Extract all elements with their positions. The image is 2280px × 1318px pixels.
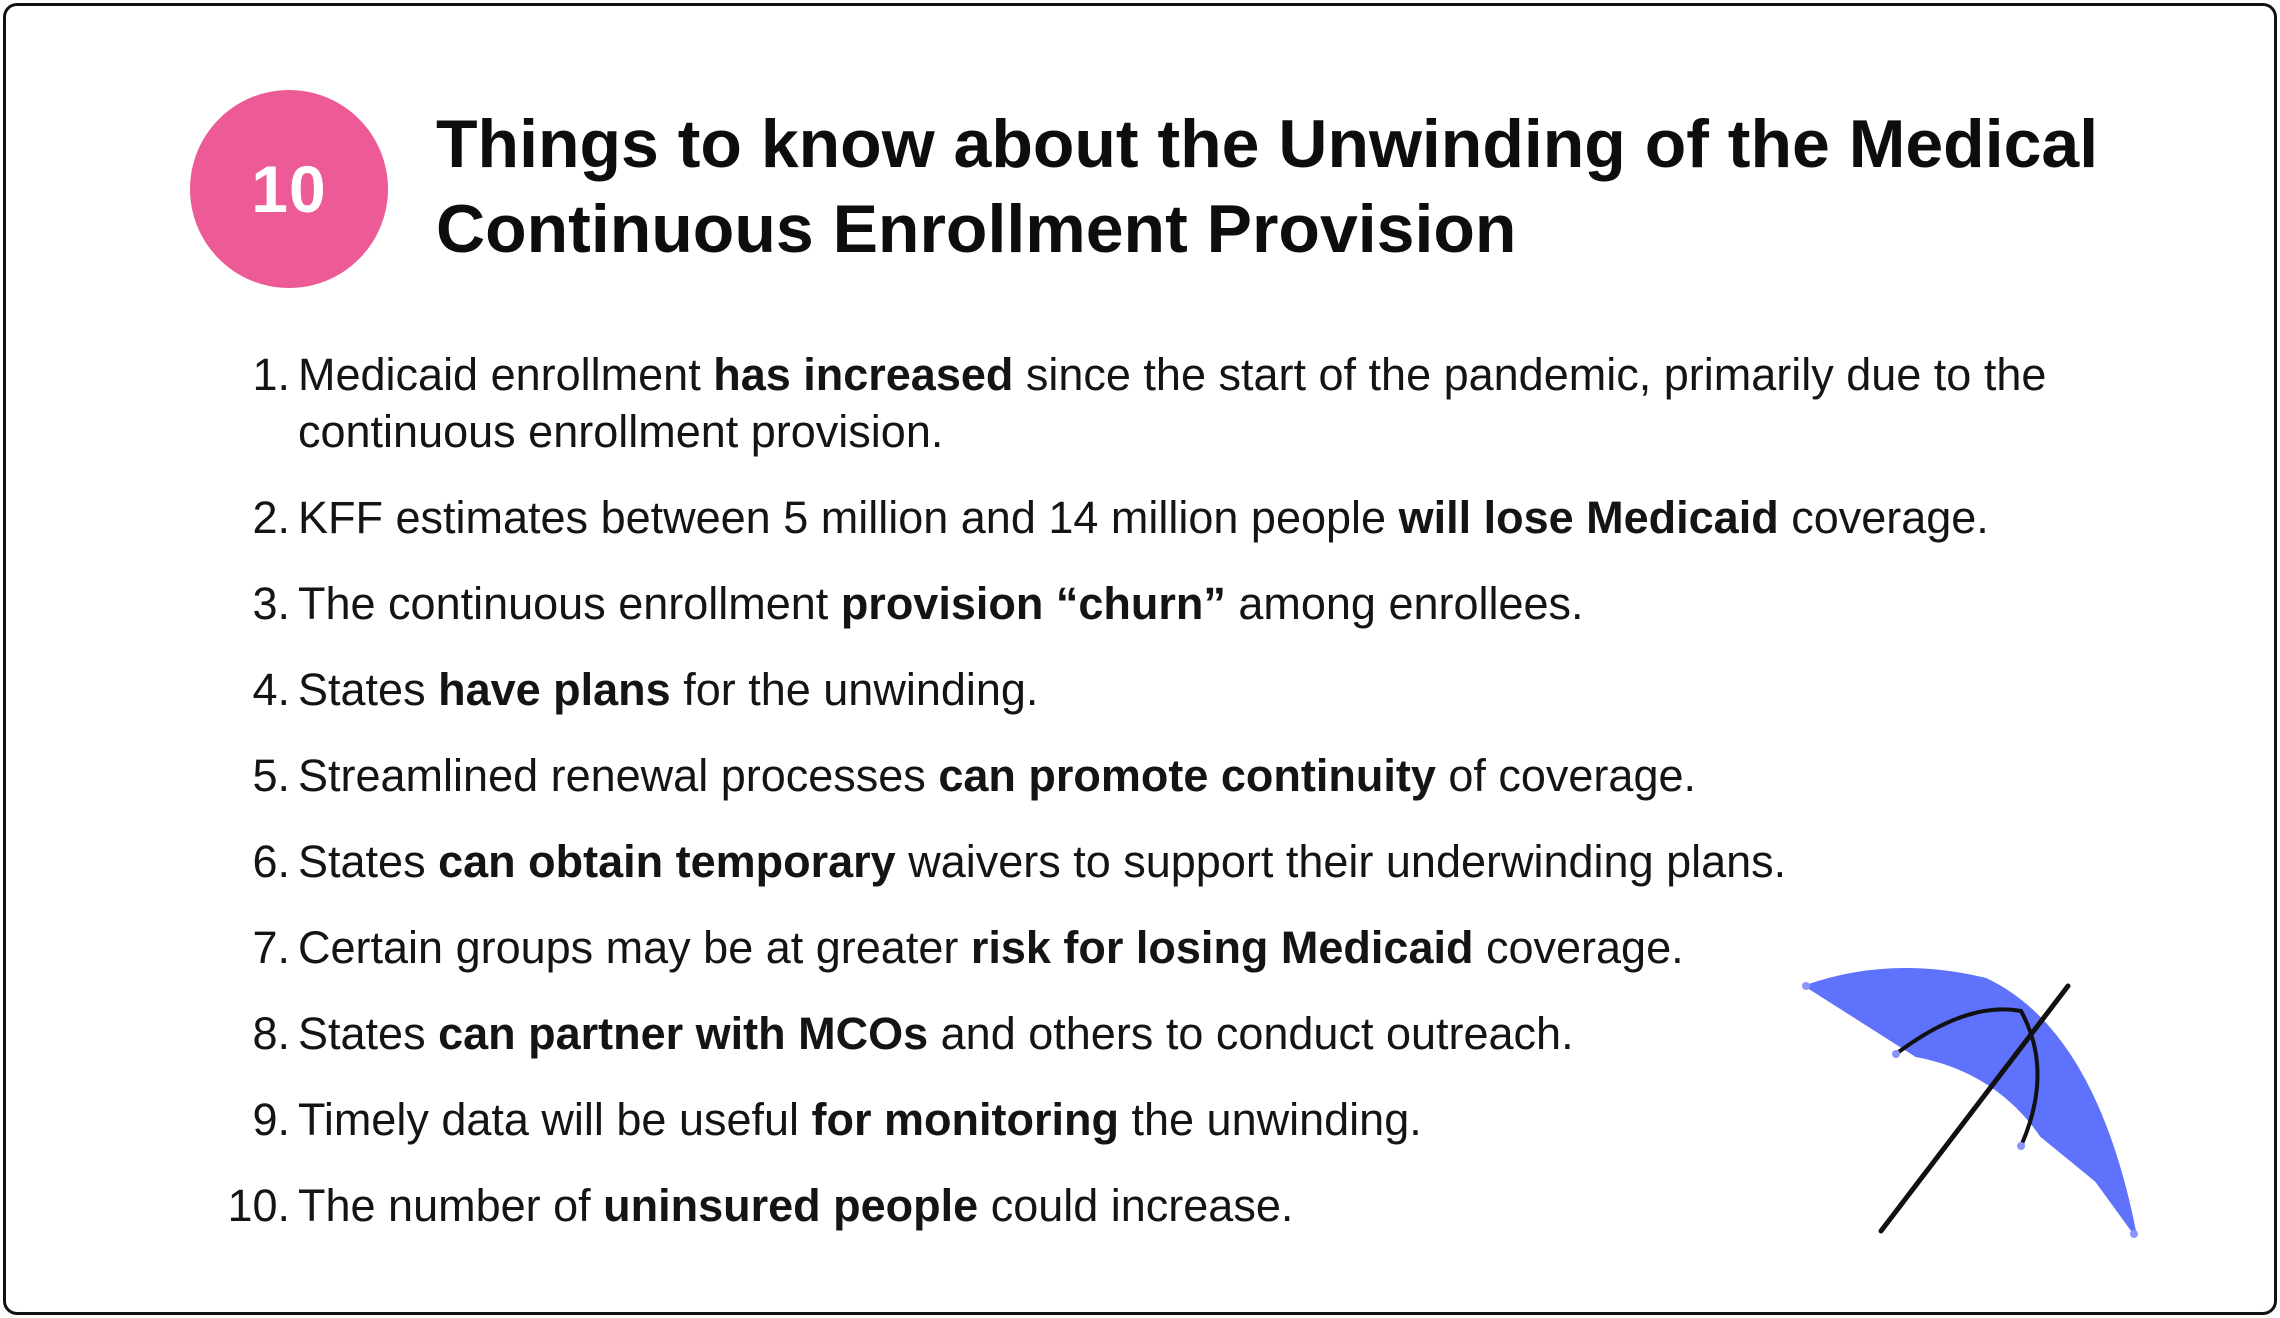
list-item: 1. Medicaid enrollment has increased since the start of the pandemic, primarily due to the continuous enrollment provision.	[252, 349, 2047, 457]
badge-number: 10	[251, 152, 327, 226]
list-item: 8. States can partner with MCOs and others to conduct outreach.	[252, 1008, 1574, 1059]
page-title: Things to know about the Unwinding of the Medical Continuous Enrollment Provision	[436, 106, 2099, 267]
list-item: 5. Streamlined renewal processes can promote continuity of coverage.	[252, 750, 1696, 801]
list-item: 9. Timely data will be useful for monitoring the unwinding.	[252, 1094, 1422, 1145]
list-item: 6. States can obtain temporary waivers to support their underwinding plans.	[252, 836, 1787, 887]
infographic-card	[3, 3, 2277, 1315]
list-item: 10. The number of uninsured people could increase.	[227, 1180, 1294, 1231]
list-item: 3. The continuous enrollment provision “churn” among enrollees.	[252, 578, 1584, 629]
list-item: 7. Certain groups may be at greater risk for losing Medicaid coverage.	[252, 922, 1684, 973]
list-item: 4. States have plans for the unwinding.	[252, 664, 1039, 715]
number-badge	[190, 90, 388, 288]
umbrella-icon	[1796, 961, 2141, 1241]
list-item: 2. KFF estimates between 5 million and 14 million people will lose Medicaid coverage.	[252, 492, 1989, 543]
